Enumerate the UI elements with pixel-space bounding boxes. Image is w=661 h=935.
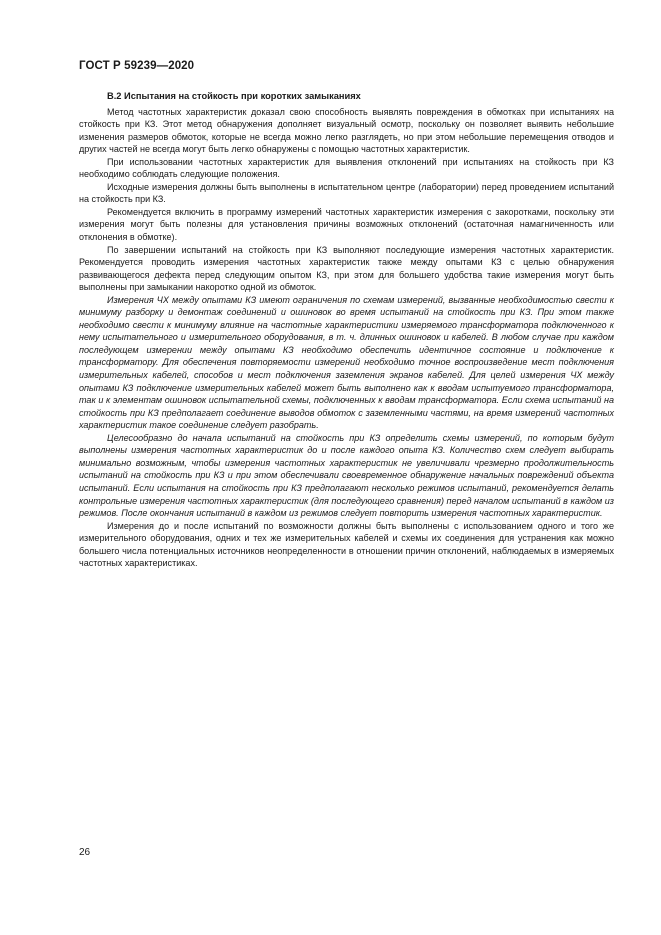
paragraph-3: Исходные измерения должны быть выполнены в испытательном центре (лаборатории) перед проведением испытаний на стойкость при КЗ. — [79, 181, 614, 205]
page-number: 26 — [79, 847, 91, 858]
paragraph-1: Метод частотных характеристик доказал свою способность выявлять повреждения в обмотках при испытаниях на стойкость при КЗ. Этот метод обнаружения дополняет визуальный осмотр, поскольку он позволяет выявить небольшие изменения размеров обмоток, которые не всегда можно легко разглядеть, но при этом небольшие перемещения отводов и других частей не всегда могут быть легко обнаружены с помощью частотных характеристик. — [79, 106, 614, 155]
paragraph-5: По завершении испытаний на стойкость при КЗ выполняют последующие измерения частотных характеристик. Рекомендуется проводить измерения частотных характеристик также между опытами КЗ с целью обнаружения развивающегося дефекта перед следующим опытом КЗ, при этом для большего удобства такие измерения могут быть выполнены при замыкании накоротко одной из обмоток. — [79, 244, 614, 293]
document-body — [79, 90, 614, 570]
paragraph-2: При использовании частотных характеристик для выявления отклонений при испытаниях на стойкость при КЗ необходимо соблюдать следующие положения. — [79, 156, 614, 180]
paragraph-6-italic: Измерения ЧХ между опытами КЗ имеют ограничения по схемам измерений, вызванные необходимостью свести к минимуму разборку и демонтаж соединений и ошиновок во время испытаний на стойкость при КЗ. При этом также необходимо свести к минимуму влияние на частотные характеристики измеряемого трансформатора подключенного к нему испытательного и измерительного оборудования, в т. ч. длинных ошиновок и кабелей. В любом случае при каждом последующем измерении между опытами КЗ необходимо обеспечить идентичное состояние и подключение к трансформатору. Для обеспечения повторяемости измерений необходимо точное воспроизведение мест подключения измерительных кабелей, способов и мест подключения заземления экранов кабелей. Для целей измерения ЧХ между опытами КЗ подключение измерительных кабелей может быть выполнено как к вводам испытуемого трансформатора, так и к элементам ошиновок испытательной схемы, подключенных к вводам трансформатора. Если схема испытаний на стойкость при КЗ предполагает соединение выводов обмоток с заземленными частями, на время измерений частотных характеристик такое соединение следует разобрать. — [79, 294, 614, 431]
section-heading: В.2 Испытания на стойкость при коротких замыканиях — [107, 91, 361, 101]
paragraph-7-italic: Целесообразно до начала испытаний на стойкость при КЗ определить схемы измерений, по которым будут выполнены измерения частотных характеристик до и после каждого опыта КЗ. Количество схем следует выбирать минимально возможным, чтобы измерения частотных характеристик не увеличивали чрезмерно продолжительность испытаний на стойкость при КЗ и при этом обеспечивали своевременное обнаружение начальных повреждений объекта испытаний. Если испытания на стойкость при КЗ предполагают несколько режимов испытаний, рекомендуется делать контрольные измерения частотных характеристик (для последующего сравнения) перед началом испытаний в каждом из режимов. После окончания испытаний в каждом из режимов следует повторить измерения частотных характеристик. — [79, 432, 614, 519]
paragraph-8: Измерения до и после испытаний по возможности должны быть выполнены с использованием одного и того же измерительного оборудования, одних и тех же измерительных кабелей и схемы их соединения для устранения как можно большего числа потенциальных источников неопределенности в отношении причин отклонений, наблюдаемых в измеряемых частотных характеристиках. — [79, 520, 614, 569]
document-code: ГОСТ Р 59239—2020 — [79, 60, 195, 72]
paragraph-4: Рекомендуется включить в программу измерений частотных характеристик измерения с закоротками, поскольку эти измерения могут быть полезны для установления причины возможных отклонений (остаточная намагниченность или отклонения в обмотке). — [79, 206, 614, 243]
